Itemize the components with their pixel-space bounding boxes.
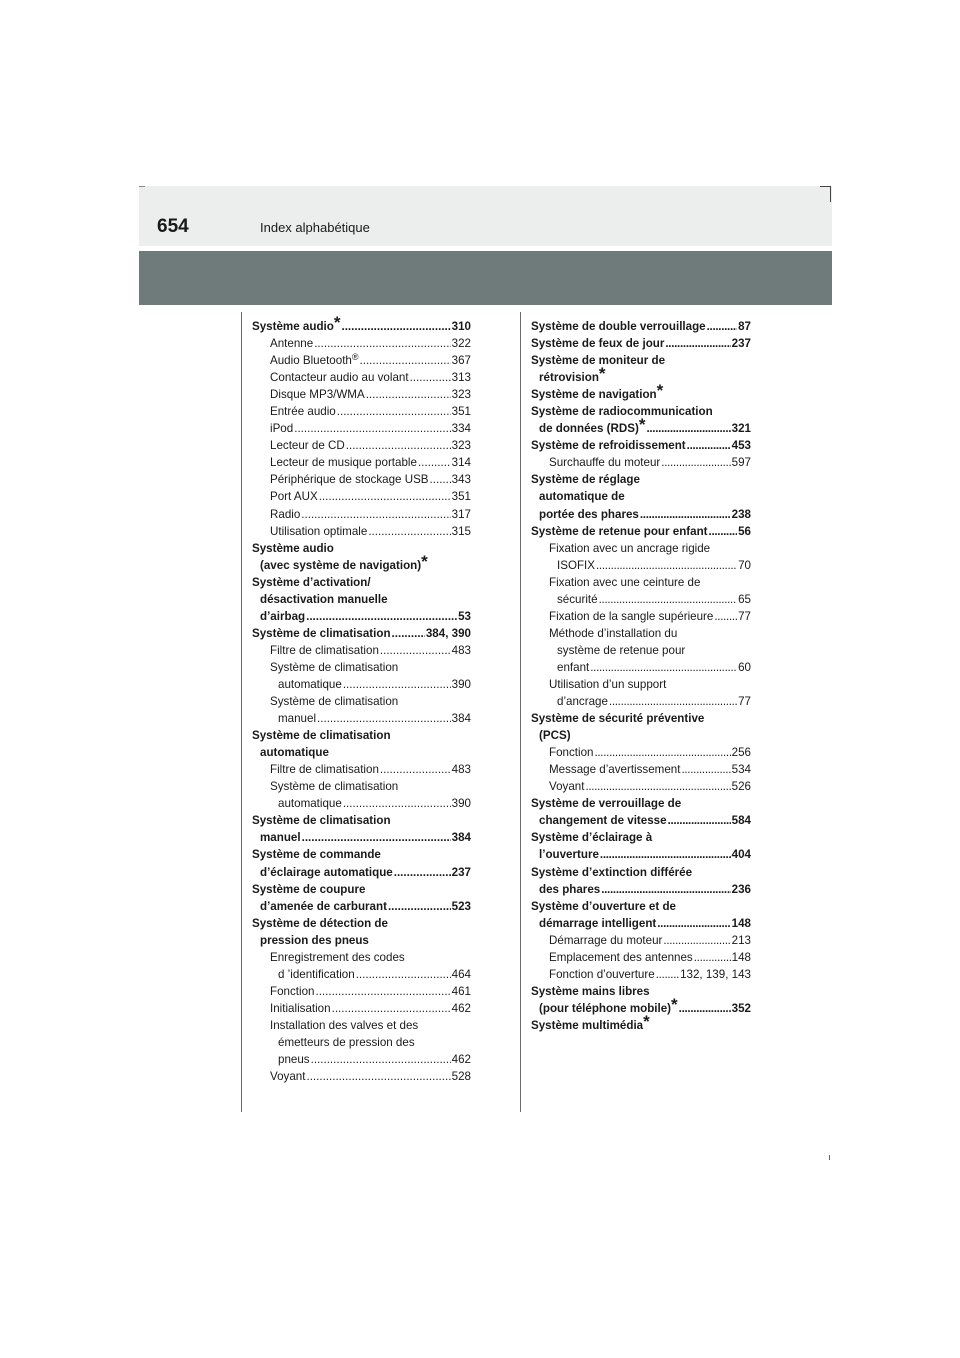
index-subentry: Entrée audio ..... 351: [252, 403, 471, 420]
header-bar: [139, 186, 832, 246]
index-subentry: Antenne ..... 322: [252, 335, 471, 352]
index-subentry: Fonction d’ouverture ..... 132, 139, 143: [531, 966, 751, 983]
index-entry: Système de coupure: [252, 882, 366, 896]
index-subentry-continuation: manuel ..... 384: [252, 710, 471, 727]
index-subentry: Installation des valves et des: [270, 1018, 419, 1032]
index-entry: Système mains libres: [531, 984, 650, 998]
index-subentry: Utilisation optimale ..... 315: [252, 523, 471, 540]
index-entry-continuation: de données (RDS)* ..... 321: [531, 420, 751, 437]
index-entry-continuation: manuel ..... 384: [252, 829, 471, 846]
index-entry: Système de commande: [252, 848, 381, 862]
index-subentry: Démarrage du moteur ..... 213: [531, 932, 751, 949]
index-subentry: Périphérique de stockage USB ..... 343: [252, 471, 471, 488]
index-entry: Système de verrouillage de: [531, 797, 682, 811]
index-entry: Système de sécurité préventive: [531, 712, 705, 726]
index-entry: Système de réglage: [531, 473, 640, 487]
index-subentry: Port AUX ..... 351: [252, 488, 471, 505]
index-entry-continuation: changement de vitesse ..... 584: [531, 812, 751, 829]
index-subentry: Système de climatisation: [270, 780, 399, 794]
page-number: 654: [157, 216, 189, 237]
crop-mark: [820, 186, 831, 187]
index-entry-continuation: désactivation manuelle: [260, 592, 388, 606]
index-entry-continuation: portée des phares ..... 238: [531, 506, 751, 523]
header-band: [139, 251, 832, 305]
index-subentry: Disque MP3/WMA ..... 323: [252, 386, 471, 403]
index-entry: Système d’activation/: [252, 575, 371, 589]
index-entry-continuation: (PCS): [539, 729, 571, 743]
index-entry: Système de feux de jour ..... 237: [531, 335, 751, 352]
index-entry: Système de radiocommunication: [531, 405, 713, 419]
index-entry: Système de retenue pour enfant ..... 56: [531, 523, 751, 540]
index-subentry: Méthode d’installation du: [549, 626, 678, 640]
index-entry: Système de climatisation: [252, 814, 391, 828]
index-subentry-continuation: automatique ..... 390: [252, 795, 471, 812]
index-subentry: Fixation de la sangle supérieure ..... 77: [531, 608, 751, 625]
index-subentry-continuation: émetteurs de pression des: [278, 1035, 415, 1049]
index-subentry-continuation: enfant ..... 60: [531, 659, 751, 676]
column-divider: [520, 312, 521, 1112]
index-subentry: Initialisation ..... 462: [252, 1000, 471, 1017]
index-subentry-continuation: d ’identification ..... 464: [252, 966, 471, 983]
index-subentry: Lecteur de CD ..... 323: [252, 437, 471, 454]
index-subentry: Système de climatisation: [270, 660, 399, 674]
crop-mark: [139, 186, 145, 187]
index-entry: Système de climatisation ..... 384, 390: [252, 625, 471, 642]
index-subentry: Fonction ..... 461: [252, 983, 471, 1000]
index-subentry: Filtre de climatisation ..... 483: [252, 642, 471, 659]
index-entry: Système de moniteur de: [531, 354, 666, 368]
index-entry-continuation: automatique: [260, 746, 329, 760]
index-subentry: Audio Bluetooth® ..... 367: [252, 352, 471, 369]
index-subentry: Lecteur de musique portable ..... 314: [252, 454, 471, 471]
index-subentry: Enregistrement des codes: [270, 950, 405, 964]
index-entry: Système de refroidissement ..... 453: [531, 437, 751, 454]
index-subentry: Message d’avertissement ..... 534: [531, 761, 751, 778]
index-entry: Système audio* ..... 310: [252, 318, 471, 335]
index-entry-continuation: rétrovision*: [539, 364, 606, 385]
crop-mark: [830, 186, 831, 202]
index-entry-continuation: (avec système de navigation)*: [260, 551, 428, 572]
index-entry-continuation: d’airbag ..... 53: [252, 608, 471, 625]
index-entry: Système multimédia*: [531, 1011, 650, 1032]
index-entry-continuation: pression des pneus: [260, 933, 369, 947]
index-entry-continuation: démarrage intelligent ..... 148: [531, 915, 751, 932]
index-entry-continuation: des phares ..... 236: [531, 881, 751, 898]
index-subentry: Contacteur audio au volant ..... 313: [252, 369, 471, 386]
column-divider: [241, 312, 242, 1112]
index-subentry-continuation: ISOFIX ..... 70: [531, 557, 751, 574]
index-subentry-continuation: sécurité ..... 65: [531, 591, 751, 608]
index-entry: Système de navigation*: [531, 381, 664, 402]
index-entry-continuation: l’ouverture ..... 404: [531, 846, 751, 863]
index-entry-continuation: d’éclairage automatique ..... 237: [252, 864, 471, 881]
index-entry: Système d’extinction différée: [531, 865, 693, 879]
index-subentry-continuation: système de retenue pour: [557, 643, 686, 657]
index-entry-continuation: d’amenée de carburant ..... 523: [252, 898, 471, 915]
index-entry: Système d’ouverture et de: [531, 899, 676, 913]
index-entry-continuation: (pour téléphone mobile)* ..... 352: [531, 1000, 751, 1017]
index-subentry: Filtre de climatisation ..... 483: [252, 761, 471, 778]
index-entry: Système de climatisation: [252, 729, 391, 743]
index-subentry: Système de climatisation: [270, 695, 399, 709]
index-subentry: Radio ..... 317: [252, 506, 471, 523]
index-subentry: Surchauffe du moteur ..... 597: [531, 454, 751, 471]
crop-mark: [829, 1155, 830, 1160]
index-entry: Système audio: [252, 541, 334, 555]
index-subentry: Fixation avec un ancrage rigide: [549, 541, 711, 555]
index-subentry: Fixation avec une ceinture de: [549, 575, 701, 589]
index-subentry: Fonction ..... 256: [531, 744, 751, 761]
index-entry: Système de détection de: [252, 916, 388, 930]
index-subentry-continuation: pneus ..... 462: [252, 1051, 471, 1068]
index-column-left: [252, 313, 471, 1085]
index-subentry-continuation: automatique ..... 390: [252, 676, 471, 693]
index-entry: Système de double verrouillage ..... 87: [531, 318, 751, 335]
index-subentry: Voyant ..... 526: [531, 778, 751, 795]
index-subentry: iPod ..... 334: [252, 420, 471, 437]
index-entry-continuation: automatique de: [539, 490, 625, 504]
page-title: Index alphabétique: [260, 220, 370, 235]
index-subentry: Utilisation d’un support: [549, 677, 667, 691]
index-entry: Système d’éclairage à: [531, 831, 653, 845]
index-subentry: Emplacement des antennes ..... 148: [531, 949, 751, 966]
index-subentry-continuation: d’ancrage ..... 77: [531, 693, 751, 710]
index-subentry: Voyant ..... 528: [252, 1068, 471, 1085]
index-column-right: [531, 318, 751, 1034]
